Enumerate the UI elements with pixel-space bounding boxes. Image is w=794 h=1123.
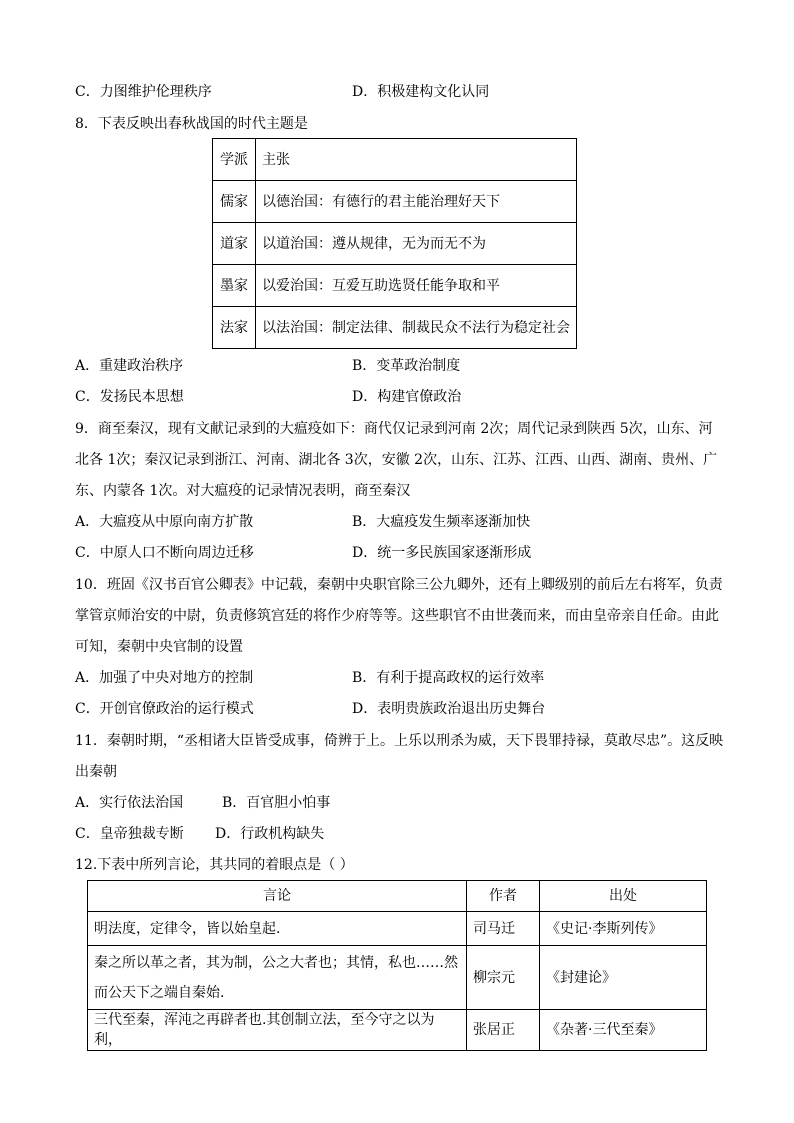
author-cell: 司马迁 — [467, 912, 540, 946]
table-row — [88, 946, 707, 1010]
q8-option-b: B．变革政治制度 — [352, 358, 461, 374]
q9-stem-line: 北各 1次；秦汉记录到浙江、河南、湖北各 3次，安徽 2次，山东、江苏、江西、山西、湖南、贵州、广 — [75, 452, 718, 468]
author-cell: 张居正 — [467, 1010, 540, 1051]
author-cell: 柳宗元 — [467, 946, 540, 1010]
table-row — [213, 181, 577, 223]
school-cell: 墨家 — [213, 265, 256, 307]
table-row — [88, 1010, 707, 1051]
doctrine-cell: 以道治国：遵从规律，无为而无不为 — [256, 223, 577, 265]
q11-stem-line: 出秦朝 — [75, 764, 117, 780]
quote-line: 秦之所以革之者，其为制，公之大者也；其情，私也……然 — [94, 954, 458, 971]
q9-option-b: B．大瘟疫发生频率逐渐加快 — [352, 514, 531, 530]
q11-option-d: D．行政机构缺失 — [215, 826, 325, 842]
quote-line: 明法度，定律令，皆以始皇起. — [94, 920, 281, 937]
q8-option-c: C．发扬民本思想 — [75, 389, 184, 405]
table-header-cell: 主张 — [256, 139, 577, 181]
q10-stem-line: 10．班固《汉书百官公卿表》中记载，秦朝中央职官除三公九卿外，还有上卿级别的前后左右将军，负责 — [75, 577, 723, 593]
q12-stem: 12.下表中所列言论，其共同的着眼点是（ ） — [75, 857, 354, 873]
q11-stem-line: 11．秦朝时期，“丞相诸大臣皆受成事，倚辨于上。上乐以刑杀为威，天下畏罪持禄，莫敢尽忠”。这反映 — [75, 733, 724, 749]
q12-table — [87, 880, 707, 1051]
q10-option-c: C．开创官僚政治的运行模式 — [75, 701, 254, 717]
quote-cell — [88, 1010, 467, 1051]
q8-table — [212, 138, 577, 349]
table-row — [88, 912, 707, 946]
q9-option-a: A．大瘟疫从中原向南方扩散 — [75, 514, 254, 530]
q11-option-a: A．实行依法治国 — [75, 795, 184, 811]
doctrine-cell: 以爱治国：互爱互助选贤任能争取和平 — [256, 265, 577, 307]
table-header-cell: 作者 — [467, 881, 540, 912]
source-cell: 《史记·李斯列传》 — [540, 912, 707, 946]
q10-option-b: B．有利于提高政权的运行效率 — [352, 670, 545, 686]
quote-cell — [88, 946, 467, 1010]
q11-option-c: C．皇帝独裁专断 — [75, 826, 184, 842]
q8-option-d: D．构建官僚政治 — [352, 389, 462, 405]
table-row — [213, 307, 577, 349]
q8-option-a: A．重建政治秩序 — [75, 358, 184, 374]
source-cell: 《杂著·三代至秦》 — [540, 1010, 707, 1051]
q9-stem-line: 东、内蒙各 1次。对大瘟疫的记录情况表明，商至秦汉 — [75, 483, 411, 499]
quote-line: 三代至秦，浑沌之再辟者也.其创制立法，至今守之以为利， — [94, 1012, 435, 1048]
doctrine-cell: 以法治国：制定法律、制裁民众不法行为稳定社会 — [256, 307, 577, 349]
quote-line: 而公天下之端自秦始. — [94, 984, 225, 1001]
q7-option-d: D．积极建构文化认同 — [352, 84, 490, 100]
q11-option-b: B．百官胆小怕事 — [222, 795, 331, 811]
quote-cell — [88, 912, 467, 946]
doctrine-cell: 以德治国：有德行的君主能治理好天下 — [256, 181, 577, 223]
q8-stem: 8．下表反映出春秋战国的时代主题是 — [75, 116, 308, 132]
table-row — [88, 881, 707, 912]
q10-stem-line: 可知，秦朝中央官制的设置 — [75, 639, 243, 655]
table-row — [213, 223, 577, 265]
school-cell: 儒家 — [213, 181, 256, 223]
q9-option-c: C．中原人口不断向周边迁移 — [75, 545, 254, 561]
school-cell: 道家 — [213, 223, 256, 265]
q9-stem-line: 9．商至秦汉，现有文献记录到的大瘟疫如下：商代仅记录到河南 2次；周代记录到陕西 5次，山东、河 — [75, 421, 713, 437]
q10-option-d: D．表明贵族政治退出历史舞台 — [352, 701, 546, 717]
table-header-cell: 学派 — [213, 139, 256, 181]
q7-option-c: C．力图维护伦理秩序 — [75, 84, 212, 100]
table-row — [213, 139, 577, 181]
q10-option-a: A．加强了中央对地方的控制 — [75, 670, 254, 686]
school-cell: 法家 — [213, 307, 256, 349]
q9-option-d: D．统一多民族国家逐渐形成 — [352, 545, 532, 561]
table-header-cell: 言论 — [88, 881, 467, 912]
q10-stem-line: 掌管京师治安的中尉，负责修筑宫廷的将作少府等等。这些职官不由世袭而来，而由皇帝亲自任命。由此 — [75, 608, 719, 624]
table-row — [213, 265, 577, 307]
table-header-cell: 出处 — [540, 881, 707, 912]
source-cell: 《封建论》 — [540, 946, 707, 1010]
